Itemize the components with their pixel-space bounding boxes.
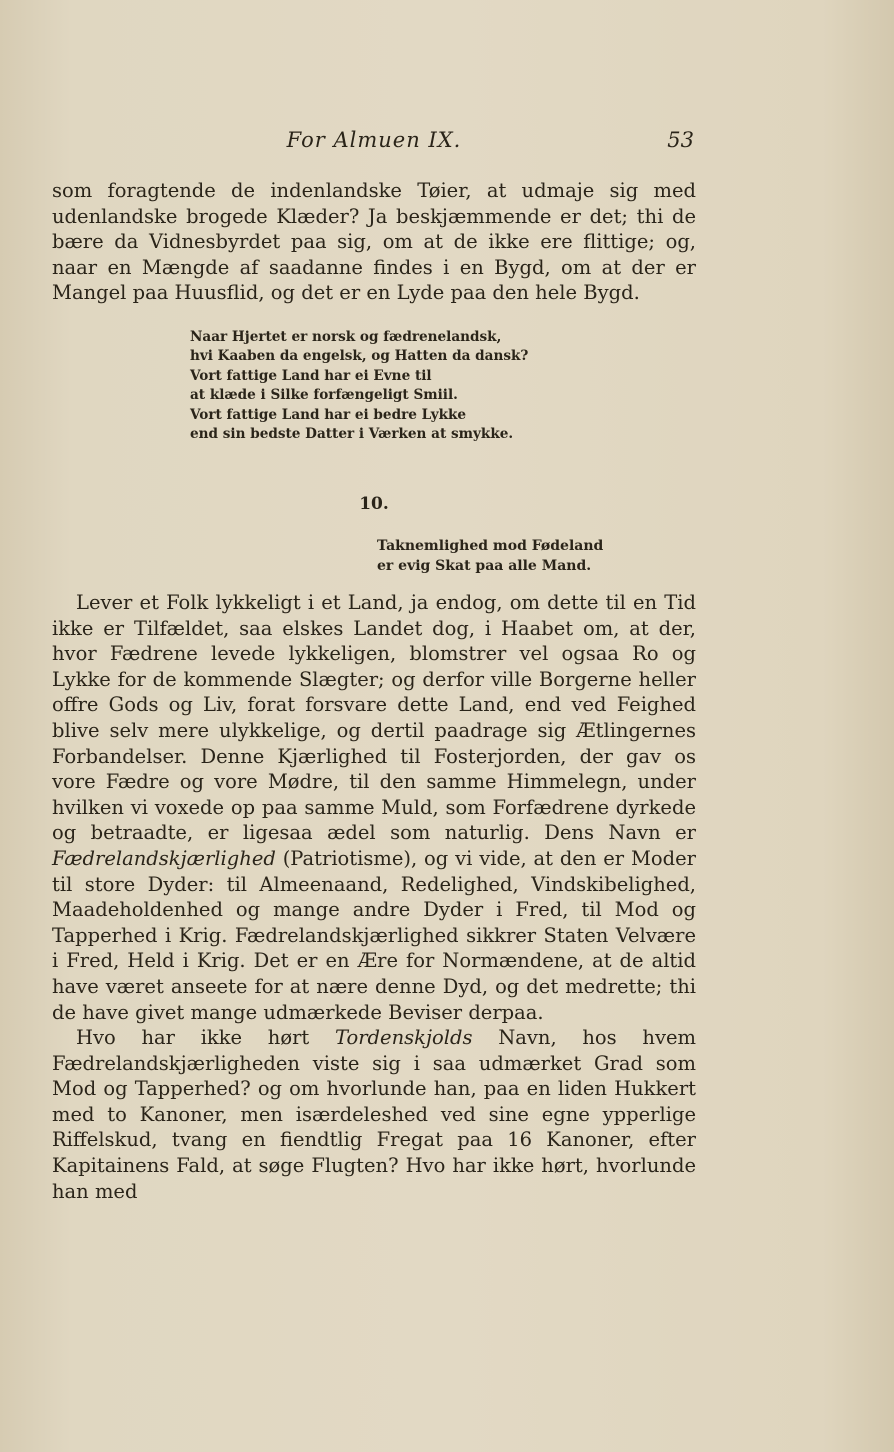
poem-line: Vort fattige Land har ei Evne til: [190, 367, 432, 384]
page-number: 53: [667, 128, 694, 152]
motto-line: er evig Skat paa alle Mand.: [377, 558, 592, 574]
running-header: [52, 128, 696, 158]
paragraph-text: (Patriotisme), og vi vide, at den er Moder til store Dyder: til Almeenaand, Redelighed, Vindskibelighed, Maadeholdenhed og mange andre Dyder i Fred, til Mod og Tapperhed i Krig. Fædrelandskjærlighed sikkrer Staten Velvære i Fred, Held i Krig. Det er en Ære for Normændene, at de altid have været anseete for at nære denne Dyd, og det medrette; thi de have givet mange udmærkede Beviser derpaa.: [52, 846, 696, 1024]
poem-line: end sin bedste Datter i Værken at smykke.: [190, 426, 514, 443]
paragraph-text: Lever et Folk lykkeligt i et Land, ja endog, om dette til en Tid ikke er Tilfældet, saa elskes Landet dog, i Haabet om, at der, hvor Fædrene levede lykkeligen, blomstrer vel ogsaa Ro og Lykke for de kommende Slægter; og derfor ville Borgerne heller offre Gods og Liv, forat forsvare dette Land, end ved Feighed blive selv mere ulykkelige, og dertil paadrage sig Ætlingernes Forbandelser. Denne Kjærlighed til Fosterjorden, der gav os vore Fædre og vore Mødre, til den samme Himmelegn, under hvilken vi voxede op paa samme Muld, som Forfædrene dyrkede og betraadte, er ligesaa ædel som naturlig. Dens Navn er: [52, 591, 696, 845]
section-motto: [377, 536, 677, 576]
poem-line: hvi Kaaben da engelsk, og Hatten da dansk?: [190, 348, 529, 365]
section-body: [52, 590, 696, 1204]
paragraph-text: som foragtende de indenlandske Tøier, at udmaje sig med udenlandske brogede Klæder? Ja beskjæmmende er det; thi de bære da Vidnesbyrdet paa sig, om at de ikke ere flittige; og, naar en Mængde af saadanne findes i en Bygd, om at der er Mangel paa Huusflid, og det er en Lyde paa den hele Bygd.: [52, 179, 696, 305]
paragraph-text: Navn, hos hvem Fædrelandskjærligheden viste sig i saa udmærket Grad som Mod og Tapperhed? og om hvorlunde han, paa en liden Hukkert med to Kanoner, men isærdeleshed ved sine egne ypperlige Riffelskud, tvang en fiendtlig Fregat paa 16 Kanoner, efter Kapitainens Fald, at søge Flugten? Hvo har ikke hørt, hvorlunde han med: [52, 1026, 697, 1203]
italic-term: Fædrelandskjærlighed: [52, 846, 276, 870]
poem-line: Naar Hjertet er norsk og fædrenelandsk,: [190, 329, 502, 345]
section-number: 10.: [359, 494, 389, 514]
paragraph-tordenskjold: [52, 1025, 696, 1204]
poem-line: Vort fattige Land har ei bedre Lykke: [190, 406, 467, 423]
running-title: For Almuen IX.: [286, 128, 462, 152]
paragraph-continued: [52, 178, 696, 306]
paragraph-patriotism: [52, 590, 696, 1025]
motto-line: Taknemlighed mod Fødeland: [377, 538, 604, 554]
poem-verse: [190, 328, 590, 444]
poem-line: at klæde i Silke forfængeligt Smiil.: [190, 387, 458, 404]
italic-name: Tordenskjolds: [335, 1026, 473, 1050]
paragraph-text: Hvo har ikke hørt: [76, 1026, 310, 1050]
